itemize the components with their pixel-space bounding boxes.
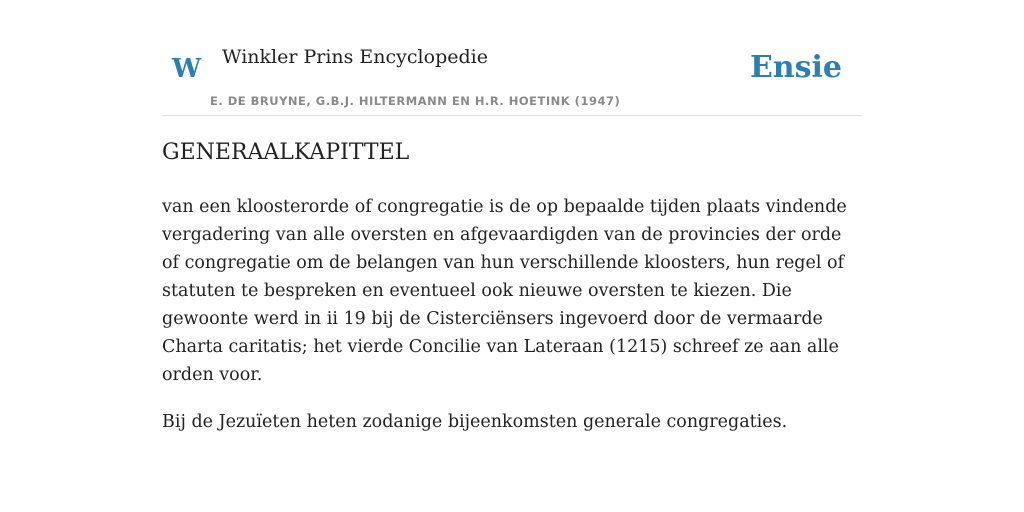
ensie-logo[interactable]: Ensie (749, 50, 842, 85)
entry-paragraph: Bij de Jezuïeten heten zodanige bijeenkomsten generale congregaties. (162, 412, 788, 432)
source-authors: E. DE BRUYNE, G.B.J. HILTERMANN EN H.R. HOETINK (1947) (210, 94, 621, 108)
entry-paragraph: van een kloosterorde of congregatie is de op bepaalde tijden plaats vindende vergadering van alle oversten en afgevaardigden van de provincies der orde of congregatie om de belangen van hun verschillende kloosters, hun regel of statuten te bespreken en eventueel ook nieuwe oversten te kiezen. Die gewoonte werd in ii 19 bij de Cisterciënsers ingevoerd door de vermaarde Charta caritatis; het vierde Concilie van Lateraan (1215) schreef ze aan alle orden voor. (162, 197, 847, 385)
winkler-prins-logo-icon[interactable]: W (172, 54, 202, 84)
source-title[interactable]: Winkler Prins Encyclopedie (222, 46, 488, 68)
entry-title: GENERAALKAPITTEL (162, 140, 410, 165)
entry-body (162, 193, 862, 455)
source-header (162, 40, 862, 116)
